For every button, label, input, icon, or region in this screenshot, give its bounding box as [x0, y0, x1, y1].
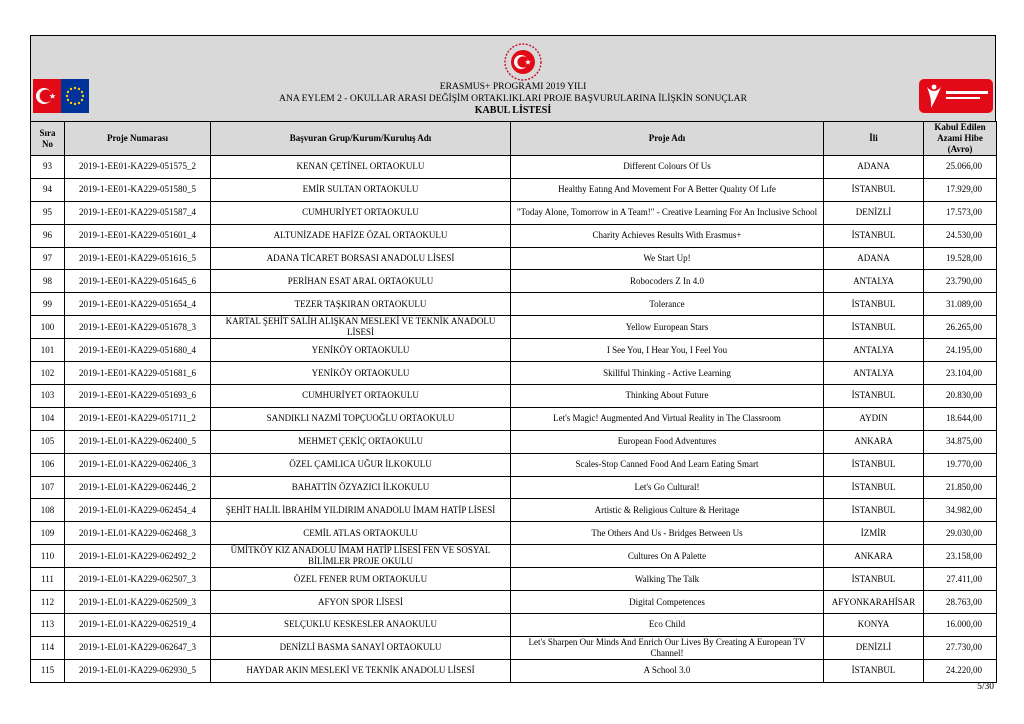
- table-row: [31, 636, 997, 659]
- city-cell: DENİZLİ: [824, 636, 924, 659]
- table-row: [31, 614, 997, 637]
- table-row: [31, 270, 997, 293]
- grant-amount-cell: 16.000,00: [924, 614, 997, 637]
- city-cell: İSTANBUL: [824, 659, 924, 682]
- project-number-cell: 2019-1-EL01-KA229-062446_2: [65, 476, 211, 499]
- row-number-cell: 97: [31, 247, 65, 270]
- grant-amount-cell: 27.411,00: [924, 568, 997, 591]
- project-number-cell: 2019-1-EL01-KA229-062647_3: [65, 636, 211, 659]
- row-number-cell: 105: [31, 430, 65, 453]
- applicant-name-cell: SANDIKLI NAZMİ TOPÇUOĞLU ORTAOKULU: [211, 407, 511, 430]
- row-number-cell: 98: [31, 270, 65, 293]
- column-header-applicant: Başvuran Grup/Kurum/Kuruluş Adı: [211, 122, 511, 156]
- grant-amount-cell: 24.220,00: [924, 659, 997, 682]
- applicant-name-cell: ÖZEL ÇAMLICA UĞUR İLKOKULU: [211, 453, 511, 476]
- city-cell: ANTALYA: [824, 339, 924, 362]
- project-number-cell: 2019-1-EL01-KA229-062492_2: [65, 545, 211, 568]
- table-row: [31, 339, 997, 362]
- project-name-cell: Tolerance: [511, 293, 824, 316]
- grant-amount-cell: 34.875,00: [924, 430, 997, 453]
- row-number-cell: 107: [31, 476, 65, 499]
- project-name-cell: Charity Achieves Results With Erasmus+: [511, 224, 824, 247]
- city-cell: AFYONKARAHİSAR: [824, 591, 924, 614]
- row-number-cell: 114: [31, 636, 65, 659]
- city-cell: İSTANBUL: [824, 224, 924, 247]
- table-row: [31, 453, 997, 476]
- project-number-cell: 2019-1-EE01-KA229-051580_5: [65, 178, 211, 201]
- applicant-name-cell: ŞEHİT HALİL İBRAHİM YILDIRIM ANADOLU İMAM HATİP LİSESİ: [211, 499, 511, 522]
- page-number: 5/30: [977, 682, 994, 692]
- turkey-ministry-emblem-icon: [503, 42, 543, 82]
- table-row: [31, 224, 997, 247]
- document-header: [30, 35, 996, 121]
- acceptance-table: [30, 121, 997, 683]
- project-name-cell: Eco Child: [511, 614, 824, 637]
- project-name-cell: Let's Go Cultural!: [511, 476, 824, 499]
- project-name-cell: Thinking About Future: [511, 385, 824, 408]
- project-name-cell: Artistic & Religious Culture & Heritage: [511, 499, 824, 522]
- city-cell: AYDIN: [824, 407, 924, 430]
- row-number-cell: 100: [31, 316, 65, 339]
- grant-amount-cell: 23.158,00: [924, 545, 997, 568]
- table-row: [31, 293, 997, 316]
- column-header-project-name: Proje Adı: [511, 122, 824, 156]
- applicant-name-cell: PERİHAN ESAT ARAL ORTAOKULU: [211, 270, 511, 293]
- grant-amount-cell: 18.644,00: [924, 407, 997, 430]
- header-titles: [181, 81, 845, 117]
- applicant-name-cell: CUMHURİYET ORTAOKULU: [211, 385, 511, 408]
- city-cell: ADANA: [824, 156, 924, 179]
- project-name-cell: Walking The Talk: [511, 568, 824, 591]
- project-name-cell: Let's Sharpen Our Minds And Enrich Our Lives By Creating A European TV Channel!: [511, 636, 824, 659]
- turkish-national-agency-logo-icon: [919, 79, 993, 113]
- project-name-cell: Scales-Stop Canned Food And Learn Eating Smart: [511, 453, 824, 476]
- row-number-cell: 109: [31, 522, 65, 545]
- applicant-name-cell: CUMHURİYET ORTAOKULU: [211, 201, 511, 224]
- grant-amount-cell: 19.770,00: [924, 453, 997, 476]
- table-row: [31, 591, 997, 614]
- table-row: [31, 499, 997, 522]
- row-number-cell: 111: [31, 568, 65, 591]
- project-number-cell: 2019-1-EE01-KA229-051693_6: [65, 385, 211, 408]
- column-header-city: İli: [824, 122, 924, 156]
- city-cell: İSTANBUL: [824, 385, 924, 408]
- row-number-cell: 102: [31, 362, 65, 385]
- row-number-cell: 95: [31, 201, 65, 224]
- table-body: [31, 156, 997, 683]
- column-header-no: Sıra No: [31, 122, 65, 156]
- grant-amount-cell: 26.265,00: [924, 316, 997, 339]
- project-number-cell: 2019-1-EE01-KA229-051616_5: [65, 247, 211, 270]
- project-name-cell: Skillful Thinking - Active Learning: [511, 362, 824, 385]
- applicant-name-cell: EMİR SULTAN ORTAOKULU: [211, 178, 511, 201]
- city-cell: İSTANBUL: [824, 499, 924, 522]
- project-number-cell: 2019-1-EL01-KA229-062454_4: [65, 499, 211, 522]
- grant-amount-cell: 29.030,00: [924, 522, 997, 545]
- applicant-name-cell: SELÇUKLU KESKESLER ANAOKULU: [211, 614, 511, 637]
- applicant-name-cell: TEZER TAŞKIRAN ORTAOKULU: [211, 293, 511, 316]
- row-number-cell: 101: [31, 339, 65, 362]
- table-row: [31, 156, 997, 179]
- project-number-cell: 2019-1-EL01-KA229-062507_3: [65, 568, 211, 591]
- city-cell: İSTANBUL: [824, 316, 924, 339]
- row-number-cell: 99: [31, 293, 65, 316]
- grant-amount-cell: 17.929,00: [924, 178, 997, 201]
- project-name-cell: Cultures On A Palette: [511, 545, 824, 568]
- applicant-name-cell: YENİKÖY ORTAOKULU: [211, 339, 511, 362]
- city-cell: ANTALYA: [824, 362, 924, 385]
- grant-amount-cell: 19.528,00: [924, 247, 997, 270]
- row-number-cell: 108: [31, 499, 65, 522]
- row-number-cell: 94: [31, 178, 65, 201]
- project-name-cell: Robocoders Z In 4.0: [511, 270, 824, 293]
- city-cell: İZMİR: [824, 522, 924, 545]
- document-sheet: [30, 35, 996, 683]
- row-number-cell: 110: [31, 545, 65, 568]
- project-number-cell: 2019-1-EL01-KA229-062509_3: [65, 591, 211, 614]
- project-name-cell: "Today Alone, Tomorrow in A Team!" - Creative Learning For An Inclusive School: [511, 201, 824, 224]
- project-number-cell: 2019-1-EE01-KA229-051601_4: [65, 224, 211, 247]
- applicant-name-cell: MEHMET ÇEKİÇ ORTAOKULU: [211, 430, 511, 453]
- applicant-name-cell: DENİZLİ BASMA SANAYİ ORTAOKULU: [211, 636, 511, 659]
- applicant-name-cell: AFYON SPOR LİSESİ: [211, 591, 511, 614]
- project-number-cell: 2019-1-EL01-KA229-062519_4: [65, 614, 211, 637]
- applicant-name-cell: YENİKÖY ORTAOKULU: [211, 362, 511, 385]
- row-number-cell: 106: [31, 453, 65, 476]
- city-cell: İSTANBUL: [824, 293, 924, 316]
- grant-amount-cell: 17.573,00: [924, 201, 997, 224]
- table-row: [31, 362, 997, 385]
- table-row: [31, 476, 997, 499]
- column-header-project-number: Proje Numarası: [65, 122, 211, 156]
- turkey-eu-flags-logo-icon: [33, 79, 89, 113]
- action-title: ANA EYLEM 2 - OKULLAR ARASI DEĞİŞİM ORTAKLIKLARI PROJE BAŞVURULARINA İLİŞKİN SONUÇLAR: [279, 93, 747, 104]
- grant-amount-cell: 27.730,00: [924, 636, 997, 659]
- applicant-name-cell: ALTUNİZADE HAFİZE ÖZAL ORTAOKULU: [211, 224, 511, 247]
- city-cell: İSTANBUL: [824, 476, 924, 499]
- grant-amount-cell: 21.850,00: [924, 476, 997, 499]
- project-name-cell: Different Colours Of Us: [511, 156, 824, 179]
- project-name-cell: Yellow European Stars: [511, 316, 824, 339]
- project-name-cell: A School 3.0: [511, 659, 824, 682]
- table-row: [31, 568, 997, 591]
- project-number-cell: 2019-1-EE01-KA229-051681_6: [65, 362, 211, 385]
- program-title: ERASMUS+ PROGRAMI 2019 YILI: [439, 81, 587, 92]
- table-row: [31, 201, 997, 224]
- city-cell: KONYA: [824, 614, 924, 637]
- table-row: [31, 247, 997, 270]
- row-number-cell: 113: [31, 614, 65, 637]
- table-row: [31, 385, 997, 408]
- table-row: [31, 316, 997, 339]
- project-number-cell: 2019-1-EL01-KA229-062400_5: [65, 430, 211, 453]
- row-number-cell: 93: [31, 156, 65, 179]
- project-number-cell: 2019-1-EE01-KA229-051575_2: [65, 156, 211, 179]
- applicant-name-cell: CEMİL ATLAS ORTAOKULU: [211, 522, 511, 545]
- city-cell: İSTANBUL: [824, 178, 924, 201]
- project-number-cell: 2019-1-EL01-KA229-062930_5: [65, 659, 211, 682]
- table-row: [31, 545, 997, 568]
- row-number-cell: 96: [31, 224, 65, 247]
- grant-amount-cell: 24.195,00: [924, 339, 997, 362]
- city-cell: ANTALYA: [824, 270, 924, 293]
- row-number-cell: 112: [31, 591, 65, 614]
- table-row: [31, 407, 997, 430]
- city-cell: ANKARA: [824, 545, 924, 568]
- project-number-cell: 2019-1-EL01-KA229-062468_3: [65, 522, 211, 545]
- applicant-name-cell: KARTAL ŞEHİT SALİH ALIŞKAN MESLEKİ VE TEKNİK ANADOLU LİSESİ: [211, 316, 511, 339]
- project-name-cell: Let's Magic! Augmented And Virtual Reality in The Classroom: [511, 407, 824, 430]
- grant-amount-cell: 23.104,00: [924, 362, 997, 385]
- city-cell: ADANA: [824, 247, 924, 270]
- project-name-cell: We Start Up!: [511, 247, 824, 270]
- row-number-cell: 115: [31, 659, 65, 682]
- applicant-name-cell: ADANA TİCARET BORSASI ANADOLU LİSESİ: [211, 247, 511, 270]
- row-number-cell: 103: [31, 385, 65, 408]
- city-cell: İSTANBUL: [824, 568, 924, 591]
- applicant-name-cell: ÜMİTKÖY KIZ ANADOLU İMAM HATİP LİSESİ FEN VE SOSYAL BİLİMLER PROJE OKULU: [211, 545, 511, 568]
- table-row: [31, 522, 997, 545]
- column-header-grant: Kabul Edilen Azami Hibe (Avro): [924, 122, 997, 156]
- project-number-cell: 2019-1-EE01-KA229-051654_4: [65, 293, 211, 316]
- grant-amount-cell: 34.982,00: [924, 499, 997, 522]
- table-header-row: [31, 122, 997, 156]
- project-number-cell: 2019-1-EE01-KA229-051680_4: [65, 339, 211, 362]
- grant-amount-cell: 28.763,00: [924, 591, 997, 614]
- city-cell: DENİZLİ: [824, 201, 924, 224]
- project-name-cell: Healthy Eatıng And Movement For A Better Qualıty Of Lıfe: [511, 178, 824, 201]
- project-name-cell: The Others And Us - Bridges Between Us: [511, 522, 824, 545]
- applicant-name-cell: ÖZEL FENER RUM ORTAOKULU: [211, 568, 511, 591]
- applicant-name-cell: HAYDAR AKIN MESLEKİ VE TEKNİK ANADOLU LİSESİ: [211, 659, 511, 682]
- grant-amount-cell: 23.790,00: [924, 270, 997, 293]
- project-name-cell: Digital Competences: [511, 591, 824, 614]
- city-cell: İSTANBUL: [824, 453, 924, 476]
- project-number-cell: 2019-1-EE01-KA229-051678_3: [65, 316, 211, 339]
- project-number-cell: 2019-1-EE01-KA229-051587_4: [65, 201, 211, 224]
- project-number-cell: 2019-1-EL01-KA229-062406_3: [65, 453, 211, 476]
- grant-amount-cell: 20.830,00: [924, 385, 997, 408]
- applicant-name-cell: KENAN ÇETİNEL ORTAOKULU: [211, 156, 511, 179]
- project-name-cell: I See You, I Hear You, I Feel You: [511, 339, 824, 362]
- table-row: [31, 178, 997, 201]
- project-number-cell: 2019-1-EE01-KA229-051645_6: [65, 270, 211, 293]
- city-cell: ANKARA: [824, 430, 924, 453]
- row-number-cell: 104: [31, 407, 65, 430]
- table-row: [31, 659, 997, 682]
- project-number-cell: 2019-1-EE01-KA229-051711_2: [65, 407, 211, 430]
- project-name-cell: European Food Adventures: [511, 430, 824, 453]
- table-row: [31, 430, 997, 453]
- grant-amount-cell: 24.530,00: [924, 224, 997, 247]
- grant-amount-cell: 25.066,00: [924, 156, 997, 179]
- list-title: KABUL LİSTESİ: [474, 105, 552, 116]
- applicant-name-cell: BAHATTİN ÖZYAZICI İLKOKULU: [211, 476, 511, 499]
- grant-amount-cell: 31.089,00: [924, 293, 997, 316]
